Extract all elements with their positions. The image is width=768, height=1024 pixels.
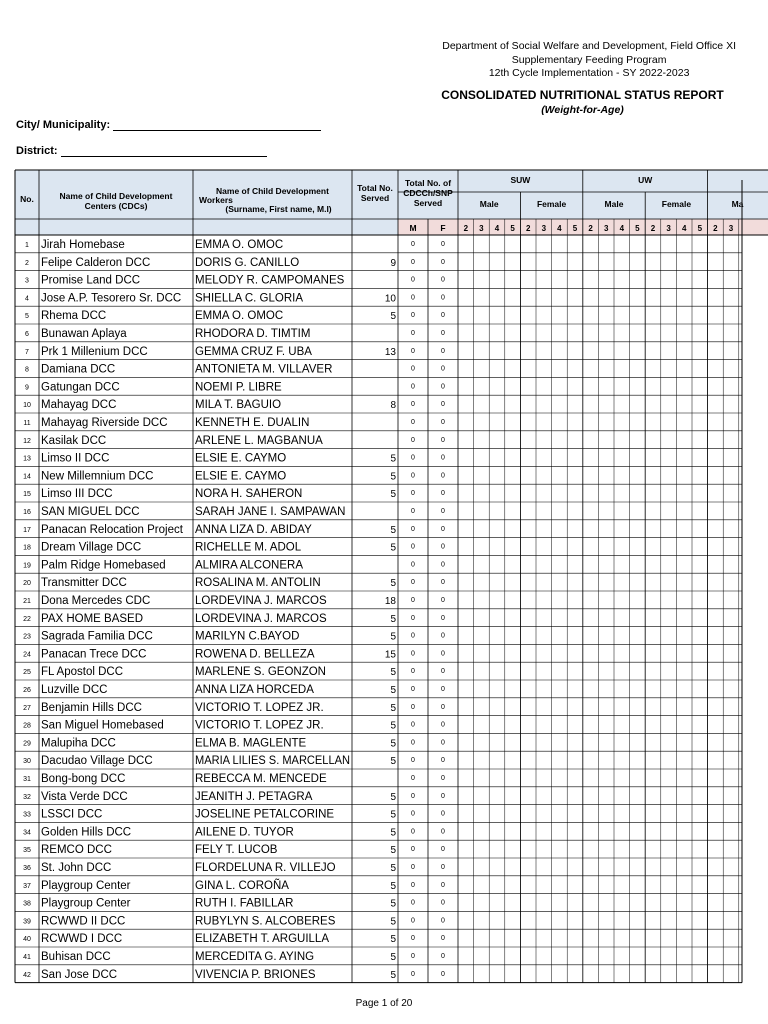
- row-number: 18: [23, 544, 31, 552]
- worker-name: AILENE D. TUYOR: [195, 826, 294, 839]
- col-cdc-header-l2: CDCCh/SNP: [403, 188, 453, 198]
- cdc-served-male: 0: [411, 312, 415, 320]
- center-name: Mahayag Riverside DCC: [41, 417, 168, 429]
- col-total-header-l2: Served: [360, 193, 390, 203]
- center-name: Dona Mercedes CDC: [41, 595, 151, 607]
- center-name: PAX HOME BASED: [41, 612, 144, 625]
- worker-name: ROSALINA M. ANTOLIN: [195, 577, 321, 590]
- worker-name: ELSIE E. CAYMO: [195, 470, 287, 483]
- uw-female-header: Female: [661, 199, 692, 209]
- cdc-served-male: 0: [411, 561, 415, 569]
- district-label: District:: [16, 145, 58, 157]
- total-served: 18: [384, 596, 396, 607]
- worker-name: ANNA LIZA HORCEDA: [195, 684, 314, 696]
- center-name: Sagrada Familia DCC: [41, 630, 153, 643]
- center-name: Vista Verde DCC: [41, 790, 128, 803]
- age-col-label: 5: [697, 224, 703, 233]
- worker-name: VICTORIO T. LOPEZ JR.: [195, 701, 324, 714]
- worker-name: DORIS G. CANILLO: [195, 256, 300, 269]
- worker-name: GEMMA CRUZ F. UBA: [195, 345, 312, 358]
- uw-male-header: Male: [604, 199, 624, 209]
- worker-name: MERCEDITA G. AYING: [195, 951, 315, 963]
- age-col-label: 2: [588, 224, 593, 233]
- agency-name: Department of Social Welfare and Development, Field Office XI: [442, 40, 736, 52]
- row-number: 33: [23, 811, 31, 819]
- total-served: 5: [390, 916, 396, 928]
- cdc-served-male: 0: [411, 276, 415, 284]
- center-name: Jose A.P. Tesorero Sr. DCC: [41, 292, 182, 305]
- col-total-header-l1: Total No.: [357, 183, 393, 193]
- cdc-served-female: 0: [441, 436, 445, 444]
- age-col-label: 3: [728, 224, 734, 233]
- suw-header: SUW: [510, 175, 531, 185]
- center-name: RCWWD II DCC: [41, 915, 126, 928]
- center-name: New Millemnium DCC: [41, 470, 154, 483]
- total-served: 15: [384, 649, 396, 661]
- center-name: Golden Hills DCC: [41, 826, 132, 839]
- center-name: Jirah Homebase: [41, 239, 125, 251]
- cdc-served-female: 0: [441, 739, 445, 747]
- age-col-label: 4: [494, 224, 500, 233]
- row-number: 9: [25, 384, 29, 392]
- worker-name: VICTORIO T. LOPEZ JR.: [195, 719, 324, 732]
- worker-name: NOEMI P. LIBRE: [195, 381, 282, 394]
- total-served: 5: [390, 952, 396, 963]
- worker-name: ANTONIETA M. VILLAVER: [195, 363, 333, 376]
- cdc-served-female: 0: [441, 935, 445, 943]
- m-header: M: [409, 223, 417, 233]
- cdc-served-male: 0: [411, 454, 415, 462]
- cdc-served-male: 0: [411, 739, 415, 747]
- total-served: 5: [390, 311, 396, 323]
- worker-name: LORDEVINA J. MARCOS: [195, 595, 327, 607]
- center-name: Transmitter DCC: [41, 577, 127, 590]
- third-group-male-header: Ma: [731, 199, 744, 209]
- worker-name: ELMA B. MAGLENTE: [195, 737, 307, 750]
- row-number: 20: [23, 580, 31, 588]
- row-number: 17: [23, 526, 31, 534]
- worker-name: RICHELLE M. ADOL: [195, 541, 302, 554]
- row-number: 5: [25, 313, 29, 321]
- worker-name: ELIZABETH T. ARGUILLA: [195, 933, 330, 946]
- worker-name: GINA L. COROÑA: [195, 879, 289, 892]
- cdc-served-male: 0: [411, 419, 415, 426]
- cdc-served-female: 0: [441, 917, 445, 925]
- cdc-served-female: 0: [441, 508, 445, 515]
- row-number: 23: [23, 633, 31, 641]
- cycle-name: 12th Cycle Implementation - SY 2022-2023: [488, 67, 690, 79]
- cdc-served-female: 0: [441, 312, 445, 320]
- cdc-served-female: 0: [441, 792, 445, 800]
- center-name: Palm Ridge Homebased: [41, 559, 166, 572]
- worker-name: KENNETH E. DUALIN: [195, 417, 310, 429]
- row-number: 13: [23, 455, 31, 463]
- total-served: 5: [390, 524, 396, 536]
- total-served: 5: [390, 720, 396, 732]
- age-col-label: 5: [510, 224, 515, 233]
- center-name: FL Apostol DCC: [41, 666, 124, 679]
- row-number: 22: [23, 615, 31, 623]
- cdc-served-male: 0: [411, 864, 415, 871]
- cdc-served-male: 0: [411, 472, 415, 480]
- row-number: 8: [25, 366, 29, 374]
- age-col-label: 3: [603, 224, 609, 233]
- age-col-label: 5: [635, 224, 640, 233]
- worker-name: ELSIE E. CAYMO: [195, 452, 287, 465]
- cdc-served-male: 0: [411, 775, 415, 782]
- cdc-served-female: 0: [441, 401, 445, 409]
- total-served: 5: [390, 738, 396, 750]
- cdc-served-female: 0: [441, 810, 445, 818]
- cdc-served-female: 0: [441, 775, 445, 782]
- center-name: Prk 1 Millenium DCC: [41, 345, 148, 358]
- row-number: 25: [23, 669, 31, 677]
- cdc-served-male: 0: [411, 579, 415, 587]
- total-served: 9: [390, 257, 396, 269]
- total-served: 5: [390, 453, 396, 465]
- cdc-served-male: 0: [411, 970, 415, 978]
- worker-name: MILA T. BAGUIO: [195, 399, 282, 412]
- cdc-served-female: 0: [441, 454, 445, 462]
- cdc-served-male: 0: [411, 597, 415, 604]
- center-name: Luzville DCC: [41, 684, 108, 696]
- age-col-label: 3: [541, 224, 547, 233]
- col-center-header-l2: Centers (CDCs): [84, 201, 148, 211]
- program-name: Supplementary Feeding Program: [511, 53, 667, 66]
- worker-name: EMMA O. OMOC: [195, 310, 284, 323]
- center-name: RCWWD I DCC: [41, 933, 123, 946]
- cdc-served-male: 0: [411, 935, 415, 943]
- f-header: F: [440, 223, 446, 233]
- total-served: 5: [390, 542, 396, 554]
- cdc-served-male: 0: [411, 365, 415, 373]
- cdc-served-female: 0: [441, 365, 445, 373]
- center-name: Gatungan DCC: [41, 381, 120, 394]
- row-number: 3: [25, 277, 29, 285]
- row-number: 40: [23, 936, 31, 944]
- age-col-label: 3: [479, 224, 484, 233]
- cdc-served-female: 0: [441, 757, 445, 765]
- cdc-served-male: 0: [411, 917, 415, 925]
- suw-female-header: Female: [536, 199, 567, 209]
- row-number: 11: [23, 420, 31, 427]
- cdc-served-female: 0: [441, 881, 445, 889]
- row-number: 31: [23, 776, 31, 783]
- total-served: 5: [390, 898, 396, 910]
- cdc-served-male: 0: [411, 294, 415, 302]
- cdc-served-female: 0: [441, 828, 445, 836]
- cdc-served-male: 0: [411, 330, 415, 337]
- cdc-served-female: 0: [441, 490, 445, 498]
- row-number: 38: [23, 900, 31, 908]
- total-served: 5: [390, 685, 396, 696]
- cdc-served-male: 0: [411, 828, 415, 836]
- cdc-served-female: 0: [441, 668, 445, 676]
- col-worker-header-l2: Workers: [199, 195, 233, 205]
- total-served: 8: [390, 400, 396, 412]
- worker-name: ANNA LIZA D. ABIDAY: [195, 523, 312, 536]
- report-title: CONSOLIDATED NUTRITIONAL STATUS REPORT: [441, 88, 724, 102]
- sub-header-fill: [15, 219, 398, 235]
- row-number: 29: [23, 740, 31, 748]
- total-served: 5: [390, 578, 396, 590]
- cdc-served-male: 0: [411, 436, 415, 444]
- row-number: 32: [23, 793, 31, 801]
- row-number: 39: [23, 918, 31, 926]
- cdc-served-female: 0: [441, 525, 445, 533]
- total-served: 5: [390, 845, 396, 857]
- cdc-served-male: 0: [411, 383, 415, 391]
- row-number: 14: [23, 473, 31, 481]
- worker-name: RUBYLYN S. ALCOBERES: [195, 915, 336, 928]
- worker-name: JEANITH J. PETAGRA: [195, 790, 313, 803]
- row-number: 34: [23, 829, 31, 837]
- center-name: Damiana DCC: [41, 363, 116, 376]
- center-name: Rhema DCC: [41, 310, 107, 323]
- age-col-label: 5: [572, 224, 578, 233]
- col-center-header-l1: Name of Child Development: [59, 191, 173, 201]
- cdc-served-female: 0: [441, 419, 445, 426]
- row-number: 27: [23, 704, 31, 712]
- cdc-served-female: 0: [441, 241, 445, 248]
- row-number: 41: [23, 954, 31, 961]
- center-name: Panacan Trece DCC: [41, 648, 147, 661]
- center-name: Limso II DCC: [41, 452, 110, 465]
- col-cdc-header-l3: Served: [413, 198, 443, 208]
- cdc-served-male: 0: [411, 810, 415, 818]
- total-served: 5: [390, 791, 396, 803]
- uw-header: UW: [638, 175, 653, 185]
- row-number: 19: [23, 562, 31, 570]
- cdc-served-male: 0: [411, 614, 415, 622]
- cdc-served-male: 0: [411, 490, 415, 498]
- row-number: 1: [25, 242, 29, 249]
- cdc-served-female: 0: [441, 330, 445, 337]
- center-name: St. John DCC: [41, 862, 112, 874]
- cdc-served-male: 0: [411, 543, 415, 551]
- cdc-served-female: 0: [441, 614, 445, 622]
- row-number: 35: [23, 847, 31, 855]
- cdc-served-male: 0: [411, 650, 415, 658]
- cdc-served-male: 0: [411, 525, 415, 533]
- worker-name: ARLENE L. MAGBANUA: [195, 434, 323, 447]
- center-name: Dacudao Village DCC: [41, 755, 153, 768]
- worker-name: RUTH I. FABILLAR: [195, 897, 294, 910]
- cdc-served-female: 0: [441, 899, 445, 907]
- col-no-header: No.: [20, 194, 34, 204]
- age-col-label: 3: [666, 224, 671, 233]
- center-name: Mahayag DCC: [41, 399, 117, 412]
- cdc-served-male: 0: [411, 792, 415, 800]
- worker-name: REBECCA M. MENCEDE: [195, 773, 327, 785]
- row-number: 28: [23, 722, 31, 730]
- col-worker-header-l3: (Surname, First name, M.I): [225, 204, 332, 214]
- center-name: Felipe Calderon DCC: [41, 256, 151, 269]
- worker-name: MARILYN C.BAYOD: [195, 630, 300, 643]
- row-number: 30: [23, 758, 31, 766]
- col-cdc-header-l1: Total No. of: [404, 178, 452, 188]
- center-name: Malupiha DCC: [41, 737, 116, 750]
- row-number: 15: [23, 491, 31, 499]
- cdc-served-male: 0: [411, 508, 415, 515]
- center-name: Panacan Relocation Project: [41, 523, 183, 536]
- row-number: 7: [25, 348, 29, 356]
- worker-name: FLORDELUNA R. VILLEJO: [195, 862, 336, 874]
- row-number: 2: [25, 259, 29, 267]
- total-served: 5: [390, 756, 396, 768]
- age-col-label: 2: [650, 224, 656, 233]
- cdc-served-male: 0: [411, 703, 415, 711]
- worker-name: EMMA O. OMOC: [195, 239, 284, 251]
- row-number: 6: [25, 331, 29, 338]
- cdc-served-male: 0: [411, 686, 415, 693]
- cdc-served-female: 0: [441, 347, 445, 355]
- total-served: 13: [384, 346, 396, 358]
- center-name: Bunawan Aplaya: [41, 328, 127, 340]
- cdc-served-male: 0: [411, 881, 415, 889]
- row-number: 16: [23, 509, 31, 516]
- cdc-served-female: 0: [441, 561, 445, 569]
- col-worker-header-l1: Name of Child Development: [216, 186, 329, 196]
- worker-name: SARAH JANE I. SAMPAWAN: [195, 506, 346, 518]
- cdc-served-female: 0: [441, 686, 445, 693]
- total-served: 5: [390, 934, 396, 946]
- row-number: 36: [23, 865, 31, 872]
- center-name: San Miguel Homebased: [41, 719, 164, 732]
- center-name: SAN MIGUEL DCC: [41, 506, 140, 518]
- row-number: 24: [23, 651, 31, 659]
- worker-name: ALMIRA ALCONERA: [195, 559, 304, 572]
- cdc-served-female: 0: [441, 472, 445, 480]
- center-name: LSSCI DCC: [41, 808, 103, 821]
- worker-name: MARIA LILIES S. MARCELLAN: [195, 755, 350, 768]
- cdc-served-male: 0: [411, 899, 415, 907]
- age-col-label: 4: [619, 224, 625, 233]
- cdc-served-female: 0: [441, 383, 445, 391]
- cdc-served-male: 0: [411, 953, 415, 960]
- cdc-served-male: 0: [411, 632, 415, 640]
- cdc-served-male: 0: [411, 721, 415, 729]
- worker-name: MARLENE S. GEONZON: [195, 666, 326, 679]
- total-served: 5: [390, 702, 396, 714]
- cdc-served-female: 0: [441, 579, 445, 587]
- worker-name: JOSELINE PETALCORINE: [195, 808, 335, 821]
- page-number: Page 1 of 20: [355, 998, 413, 1009]
- center-name: Playgroup Center: [41, 879, 131, 892]
- center-name: San Jose DCC: [41, 968, 118, 981]
- worker-name: SHIELLA C. GLORIA: [195, 292, 304, 305]
- cdc-served-female: 0: [441, 276, 445, 284]
- total-served: 10: [384, 293, 396, 305]
- center-name: Limso III DCC: [41, 488, 113, 501]
- row-number: 26: [23, 687, 31, 694]
- row-number: 21: [23, 598, 31, 605]
- cdc-served-female: 0: [441, 543, 445, 551]
- cdc-served-male: 0: [411, 258, 415, 266]
- total-served: 5: [390, 827, 396, 839]
- cdc-served-male: 0: [411, 347, 415, 355]
- worker-name: MELODY R. CAMPOMANES: [195, 274, 345, 287]
- cdc-served-female: 0: [441, 703, 445, 711]
- age-col-label: 4: [681, 224, 687, 233]
- center-name: REMCO DCC: [41, 844, 112, 857]
- age-col-label: 2: [525, 224, 531, 233]
- total-served: 5: [390, 667, 396, 679]
- center-name: Bong-bong DCC: [41, 773, 126, 785]
- center-name: Kasilak DCC: [41, 434, 107, 447]
- total-served: 5: [390, 969, 396, 981]
- cdc-served-female: 0: [441, 597, 445, 604]
- total-served: 5: [390, 471, 396, 483]
- city-label: City/ Municipality:: [16, 119, 111, 131]
- cdc-served-female: 0: [441, 721, 445, 729]
- total-served: 5: [390, 880, 396, 892]
- cdc-served-male: 0: [411, 757, 415, 765]
- center-name: Promise Land DCC: [41, 274, 141, 287]
- cdc-served-female: 0: [441, 846, 445, 854]
- cdc-served-female: 0: [441, 294, 445, 302]
- row-number: 12: [23, 437, 31, 445]
- row-number: 42: [23, 971, 31, 979]
- row-number: 37: [23, 882, 31, 890]
- total-served: 5: [390, 489, 396, 501]
- center-name: Playgroup Center: [41, 897, 131, 910]
- worker-name: ROWENA D. BELLEZA: [195, 648, 315, 661]
- age-col-label: 2: [463, 224, 469, 233]
- age-col-label: 2: [713, 224, 718, 233]
- worker-name: LORDEVINA J. MARCOS: [195, 612, 327, 625]
- center-name: Benjamin Hills DCC: [41, 701, 142, 714]
- cdc-served-male: 0: [411, 241, 415, 248]
- suw-male-header: Male: [479, 199, 499, 209]
- worker-name: NORA H. SAHERON: [195, 488, 303, 501]
- age-col-label: 4: [557, 224, 562, 233]
- total-served: 5: [390, 631, 396, 643]
- cdc-served-male: 0: [411, 846, 415, 854]
- worker-name: RHODORA D. TIMTIM: [195, 328, 311, 340]
- cdc-served-female: 0: [441, 650, 445, 658]
- cdc-served-female: 0: [441, 953, 445, 960]
- cdc-served-male: 0: [411, 401, 415, 409]
- cdc-served-female: 0: [441, 864, 445, 871]
- total-served: 5: [390, 613, 396, 625]
- center-name: Dream Village DCC: [41, 541, 142, 554]
- center-name: Buhisan DCC: [41, 951, 111, 963]
- cdc-served-female: 0: [441, 258, 445, 266]
- row-number: 10: [23, 402, 31, 410]
- report-subtitle: (Weight-for-Age): [541, 104, 624, 116]
- total-served: 5: [390, 863, 396, 874]
- cdc-served-male: 0: [411, 668, 415, 676]
- worker-name: VIVENCIA P. BRIONES: [195, 968, 316, 981]
- total-served: 5: [390, 809, 396, 821]
- cdc-served-female: 0: [441, 632, 445, 640]
- cdc-served-female: 0: [441, 970, 445, 978]
- worker-name: FELY T. LUCOB: [195, 844, 278, 857]
- row-number: 4: [25, 295, 29, 303]
